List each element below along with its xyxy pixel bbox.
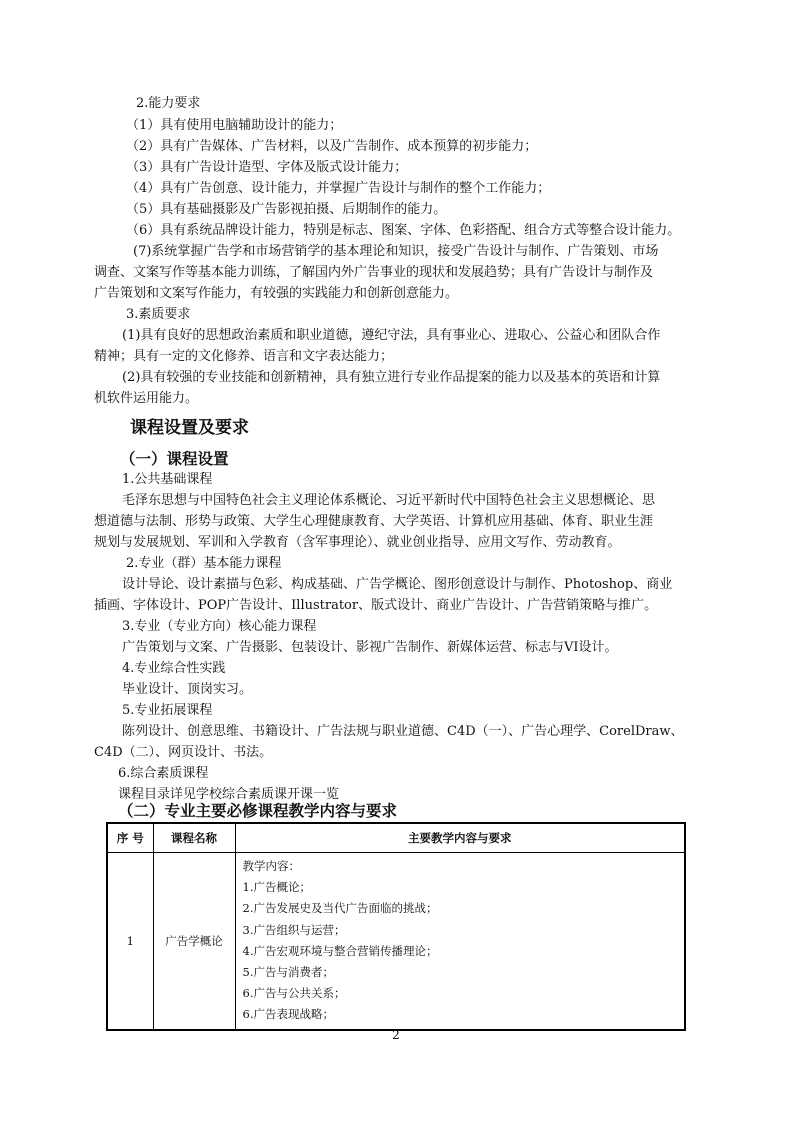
ability-item-5: （5）具有基础摄影及广告影视拍摄、后期制作的能力。 [126,202,447,217]
ability-item-7-line-2: 调查、文案写作等基本能力训练，了解国内外广告事业的现状和发展趋势；具有广告设计与制作及 [94,265,654,280]
table-header-row [107,823,685,853]
basic-courses-heading: 2.专业（群）基本能力课程 [126,556,282,571]
extension-line-1: 陈列设计、创意思维、书籍设计、广告法规与职业道德、C4D（一）、广告心理学、CorelDraw、 [122,724,684,739]
comprehensive-heading: 6.综合素质课程 [118,766,209,781]
public-courses-line-1: 毛泽东思想与中国特色社会主义理论体系概论、习近平新时代中国特色社会主义思想概论、思 [122,493,656,508]
ability-item-7-line-3: 广告策划和文案写作能力，有较强的实践能力和创新创意能力。 [94,286,459,301]
row-number: 1 [107,853,153,1030]
table-row [107,853,685,1030]
quality-item-2-line-1: (2)具有较强的专业技能和创新精神，具有独立进行专业作品提案的能力以及基本的英语和计算 [122,370,661,385]
ability-item-2: （2）具有广告媒体、广告材料，以及广告制作、成本预算的初步能力； [126,139,538,154]
quality-heading: 3.素质要求 [126,307,191,322]
ability-item-6: （6）具有系统品牌设计能力，特别是标志、图案、字体、色彩搭配、组合方式等整合设计能力。 [126,223,681,238]
ability-heading: 2.能力要求 [136,96,201,111]
col-header-course-name: 课程名称 [153,823,235,853]
practice-heading: 4.专业综合性实践 [122,661,226,676]
content-line: 3.广告组织与运营； [242,922,346,937]
extension-line-2: C4D（二）、网页设计、书法。 [94,745,273,760]
quality-item-1-line-1: (1)具有良好的思想政治素质和职业道德，遵纪守法，具有事业心、进取心、公益心和团队合作 [122,328,661,343]
col-header-content: 主要教学内容与要求 [235,823,685,853]
ability-item-7-line-1: (7)系统掌握广告学和市场营销学的基本理论和知识，接受广告设计与制作、广告策划、市场 [133,244,659,259]
comprehensive-line: 课程目录详见学校综合素质课开课一览 [118,787,340,802]
basic-courses-line-1: 设计导论、设计素描与色彩、构成基础、广告学概论、图形创意设计与制作、Photoshop、商业 [122,577,673,592]
practice-line: 毕业设计、顶岗实习。 [122,682,253,697]
basic-courses-line-2: 插画、字体设计、POP广告设计、Illustrator、版式设计、商业广告设计、广告营销策略与推广。 [94,598,658,613]
ability-item-1: （1）具有使用电脑辅助设计的能力； [126,118,343,133]
curriculum-title: 课程设置及要求 [130,418,249,438]
ability-item-4: （4）具有广告创意、设计能力，并掌握广告设计与制作的整个工作能力； [126,181,551,196]
page-number: 2 [392,1028,400,1042]
public-courses-line-3: 规划与发展规划、军训和入学教育（含军事理论）、就业创业指导、应用文写作、劳动教育。 [94,535,621,550]
quality-item-1-line-2: 精神；具有一定的文化修养、语言和文字表达能力； [94,349,394,364]
content-line: 4.广告宏观环境与整合营销传播理论； [242,943,438,958]
public-courses-heading: 1.公共基础课程 [122,472,213,487]
section-2-title: （二）专业主要必修课程教学内容与要求 [118,802,398,820]
row-course-name: 广告学概论 [153,853,235,1030]
content-line: 5.广告与消费者； [242,965,334,980]
core-courses-heading: 3.专业（专业方向）核心能力课程 [122,619,317,634]
course-table [106,822,686,1031]
core-courses-line: 广告策划与文案、广告摄影、包装设计、影视广告制作、新媒体运营、标志与VI设计。 [122,640,618,655]
ability-item-3: （3）具有广告设计造型、字体及版式设计能力； [126,160,408,175]
content-line: 1.广告概论； [242,880,311,895]
public-courses-line-2: 想道德与法制、形势与政策、大学生心理健康教育、大学英语、计算机应用基础、体育、职业生涯 [94,514,654,529]
section-1-title: （一）课程设置 [120,450,229,468]
content-line: 教学内容： [242,859,300,873]
content-line: 6.广告表现战略； [242,1007,334,1022]
extension-heading: 5.专业拓展课程 [122,703,213,718]
content-line: 6.广告与公共关系； [242,986,346,1001]
col-header-no: 序 号 [107,823,153,853]
quality-item-2-line-2: 机软件运用能力。 [94,391,199,406]
row-content [235,853,685,1030]
content-line: 2.广告发展史及当代广告面临的挑战； [242,901,438,916]
